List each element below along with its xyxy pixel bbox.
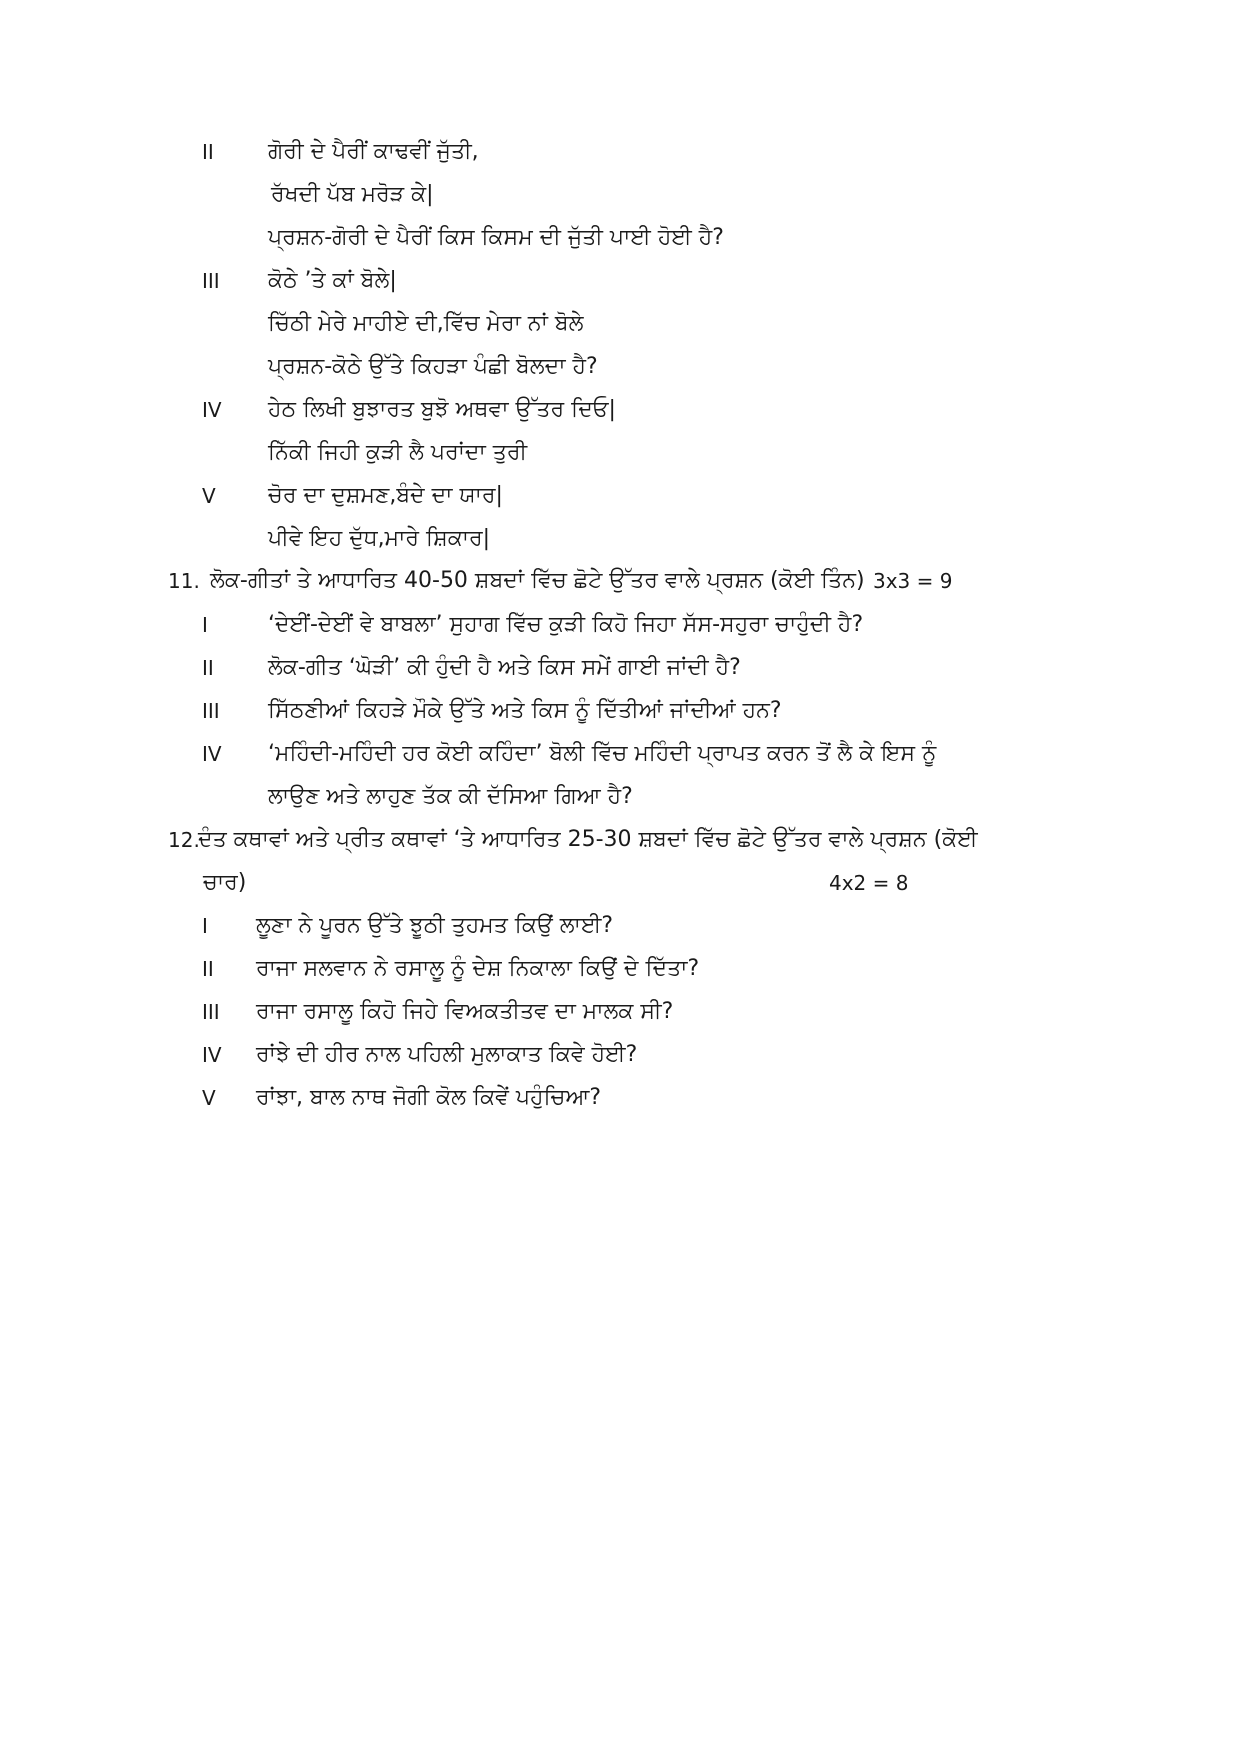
q11-item-4-line-2: ਲਾਉਣ ਅਤੇ ਲਾਹੁਣ ਤੱਕ ਕੀ ਦੱਸਿਆ ਗਿਆ ਹੈ? — [268, 784, 633, 809]
q12-marks: 4x2 = 8 — [829, 871, 909, 895]
q12-title-line-2: ਚਾਰ) — [203, 870, 247, 895]
q10-item-3-number: III — [202, 269, 220, 293]
q10-item-5-line-1: ਚੋਰ ਦਾ ਦੁਸ਼ਮਣ,ਬੰਦੇ ਦਾ ਯਾਰ| — [268, 483, 503, 508]
q12-item-1-number: I — [202, 914, 208, 938]
q11-item-4-line-1: ‘ਮਹਿੰਦੀ-ਮਹਿੰਦੀ ਹਰ ਕੋਈ ਕਹਿੰਦਾ’ ਬੋਲੀ ਵਿੱਚ ਮਹਿੰਦੀ ਪ੍ਰਾਪਤ ਕਰਨ ਤੋਂ ਲੈ ਕੇ ਇਸ ਨੂੰ — [268, 741, 937, 766]
q12-item-2-number: II — [202, 957, 214, 981]
q12-item-5-number: V — [202, 1086, 216, 1110]
q12-item-2-text: ਰਾਜਾ ਸਲਵਾਨ ਨੇ ਰਸਾਲੂ ਨੂੰ ਦੇਸ਼ ਨਿਕਾਲਾ ਕਿਉਂ ਦੇ ਦਿੱਤਾ? — [256, 956, 700, 981]
q11-title: ਲੋਕ-ਗੀਤਾਂ ਤੇ ਆਧਾਰਿਤ 40-50 ਸ਼ਬਦਾਂ ਵਿੱਚ ਛੋਟੇ ਉੱਤਰ ਵਾਲੇ ਪ੍ਰਸ਼ਨ (ਕੋਈ ਤਿੰਨ) — [210, 568, 865, 593]
q11-item-3-text: ਸਿੱਠਣੀਆਂ ਕਿਹੜੇ ਮੌਕੇ ਉੱਤੇ ਅਤੇ ਕਿਸ ਨੂੰ ਦਿੱਤੀਆਂ ਜਾਂਦੀਆਂ ਹਨ? — [268, 698, 782, 723]
q11-item-1-text: ‘ਦੇਈਂ-ਦੇਈਂ ਵੇ ਬਾਬਲਾ’ ਸੁਹਾਗ ਵਿੱਚ ਕੁੜੀ ਕਿਹੋ ਜਿਹਾ ਸੱਸ-ਸਹੁਰਾ ਚਾਹੁੰਦੀ ਹੈ? — [268, 612, 864, 637]
q11-item-4-number: IV — [202, 742, 222, 766]
q11-number: 11. — [168, 569, 200, 593]
q12-item-3-number: III — [202, 1000, 220, 1024]
q10-item-2-question: ਪ੍ਰਸ਼ਨ-ਗੋਰੀ ਦੇ ਪੈਰੀਂ ਕਿਸ ਕਿਸਮ ਦੀ ਜੁੱਤੀ ਪਾਈ ਹੋਈ ਹੈ? — [268, 225, 724, 250]
q10-item-2-number: II — [202, 140, 214, 164]
q11-marks: 3x3 = 9 — [873, 569, 953, 593]
q10-item-3-line-1: ਕੋਠੇ ’ਤੇ ਕਾਂ ਬੋਲੇ| — [268, 268, 397, 293]
q12-item-3-text: ਰਾਜਾ ਰਸਾਲੂ ਕਿਹੋ ਜਿਹੇ ਵਿਅਕਤੀਤਵ ਦਾ ਮਾਲਕ ਸੀ? — [256, 999, 674, 1024]
q11-item-1-number: I — [202, 613, 208, 637]
q10-item-4-line-1: ਹੇਠ ਲਿਖੀ ਬੁਝਾਰਤ ਬੁਝੋ ਅਥਵਾ ਉੱਤਰ ਦਿਓ| — [268, 397, 616, 422]
q11-item-2-number: II — [202, 656, 214, 680]
q11-item-2-text: ਲੋਕ-ਗੀਤ ‘ਘੋੜੀ’ ਕੀ ਹੁੰਦੀ ਹੈ ਅਤੇ ਕਿਸ ਸਮੇਂ ਗਾਈ ਜਾਂਦੀ ਹੈ? — [268, 655, 741, 680]
q10-item-4-number: IV — [202, 398, 222, 422]
q10-item-2-line-1: ਗੋਰੀ ਦੇ ਪੈਰੀਂ ਕਾਢਵੀਂ ਜੁੱਤੀ, — [268, 139, 479, 164]
q12-item-4-number: IV — [202, 1043, 222, 1067]
q10-item-2-line-2: ਰੱਖਦੀ ਪੱਬ ਮਰੋੜ ਕੇ| — [271, 182, 434, 207]
q11-item-3-number: III — [202, 699, 220, 723]
q12-title-line-1: ਦੰਤ ਕਥਾਵਾਂ ਅਤੇ ਪ੍ਰੀਤ ਕਥਾਵਾਂ ‘ਤੇ ਆਧਾਰਿਤ 25-30 ਸ਼ਬਦਾਂ ਵਿੱਚ ਛੋਟੇ ਉੱਤਰ ਵਾਲੇ ਪ੍ਰਸ਼ਨ (ਕੋਈ — [198, 827, 978, 852]
q12-item-4-text: ਰਾਂਝੇ ਦੀ ਹੀਰ ਨਾਲ ਪਹਿਲੀ ਮੁਲਾਕਾਤ ਕਿਵੇ ਹੋਈ? — [256, 1042, 638, 1067]
q12-item-1-text: ਲੂਣਾ ਨੇ ਪੂਰਨ ਉੱਤੇ ਝੂਠੀ ਤੁਹਮਤ ਕਿਉਂ ਲਾਈ? — [256, 913, 614, 938]
q10-item-4-line-2: ਨਿੱਕੀ ਜਿਹੀ ਕੁੜੀ ਲੈ ਪਰਾਂਦਾ ਤੁਰੀ — [268, 440, 528, 465]
q10-item-3-question: ਪ੍ਰਸ਼ਨ-ਕੋਠੇ ਉੱਤੇ ਕਿਹੜਾ ਪੰਛੀ ਬੋਲਦਾ ਹੈ? — [268, 354, 598, 379]
q12-item-5-text: ਰਾਂਝਾ, ਬਾਲ ਨਾਥ ਜੋਗੀ ਕੋਲ ਕਿਵੇਂ ਪਹੁੰਚਿਆ? — [256, 1085, 602, 1110]
q10-item-5-number: V — [202, 484, 216, 508]
q10-item-5-line-2: ਪੀਵੇ ਇਹ ਦੁੱਧ,ਮਾਰੇ ਸ਼ਿਕਾਰ| — [268, 526, 491, 551]
q10-item-3-line-2: ਚਿੱਠੀ ਮੇਰੇ ਮਾਹੀਏ ਦੀ,ਵਿੱਚ ਮੇਰਾ ਨਾਂ ਬੋਲੇ — [268, 311, 584, 336]
q12-number: 12. — [168, 828, 200, 852]
